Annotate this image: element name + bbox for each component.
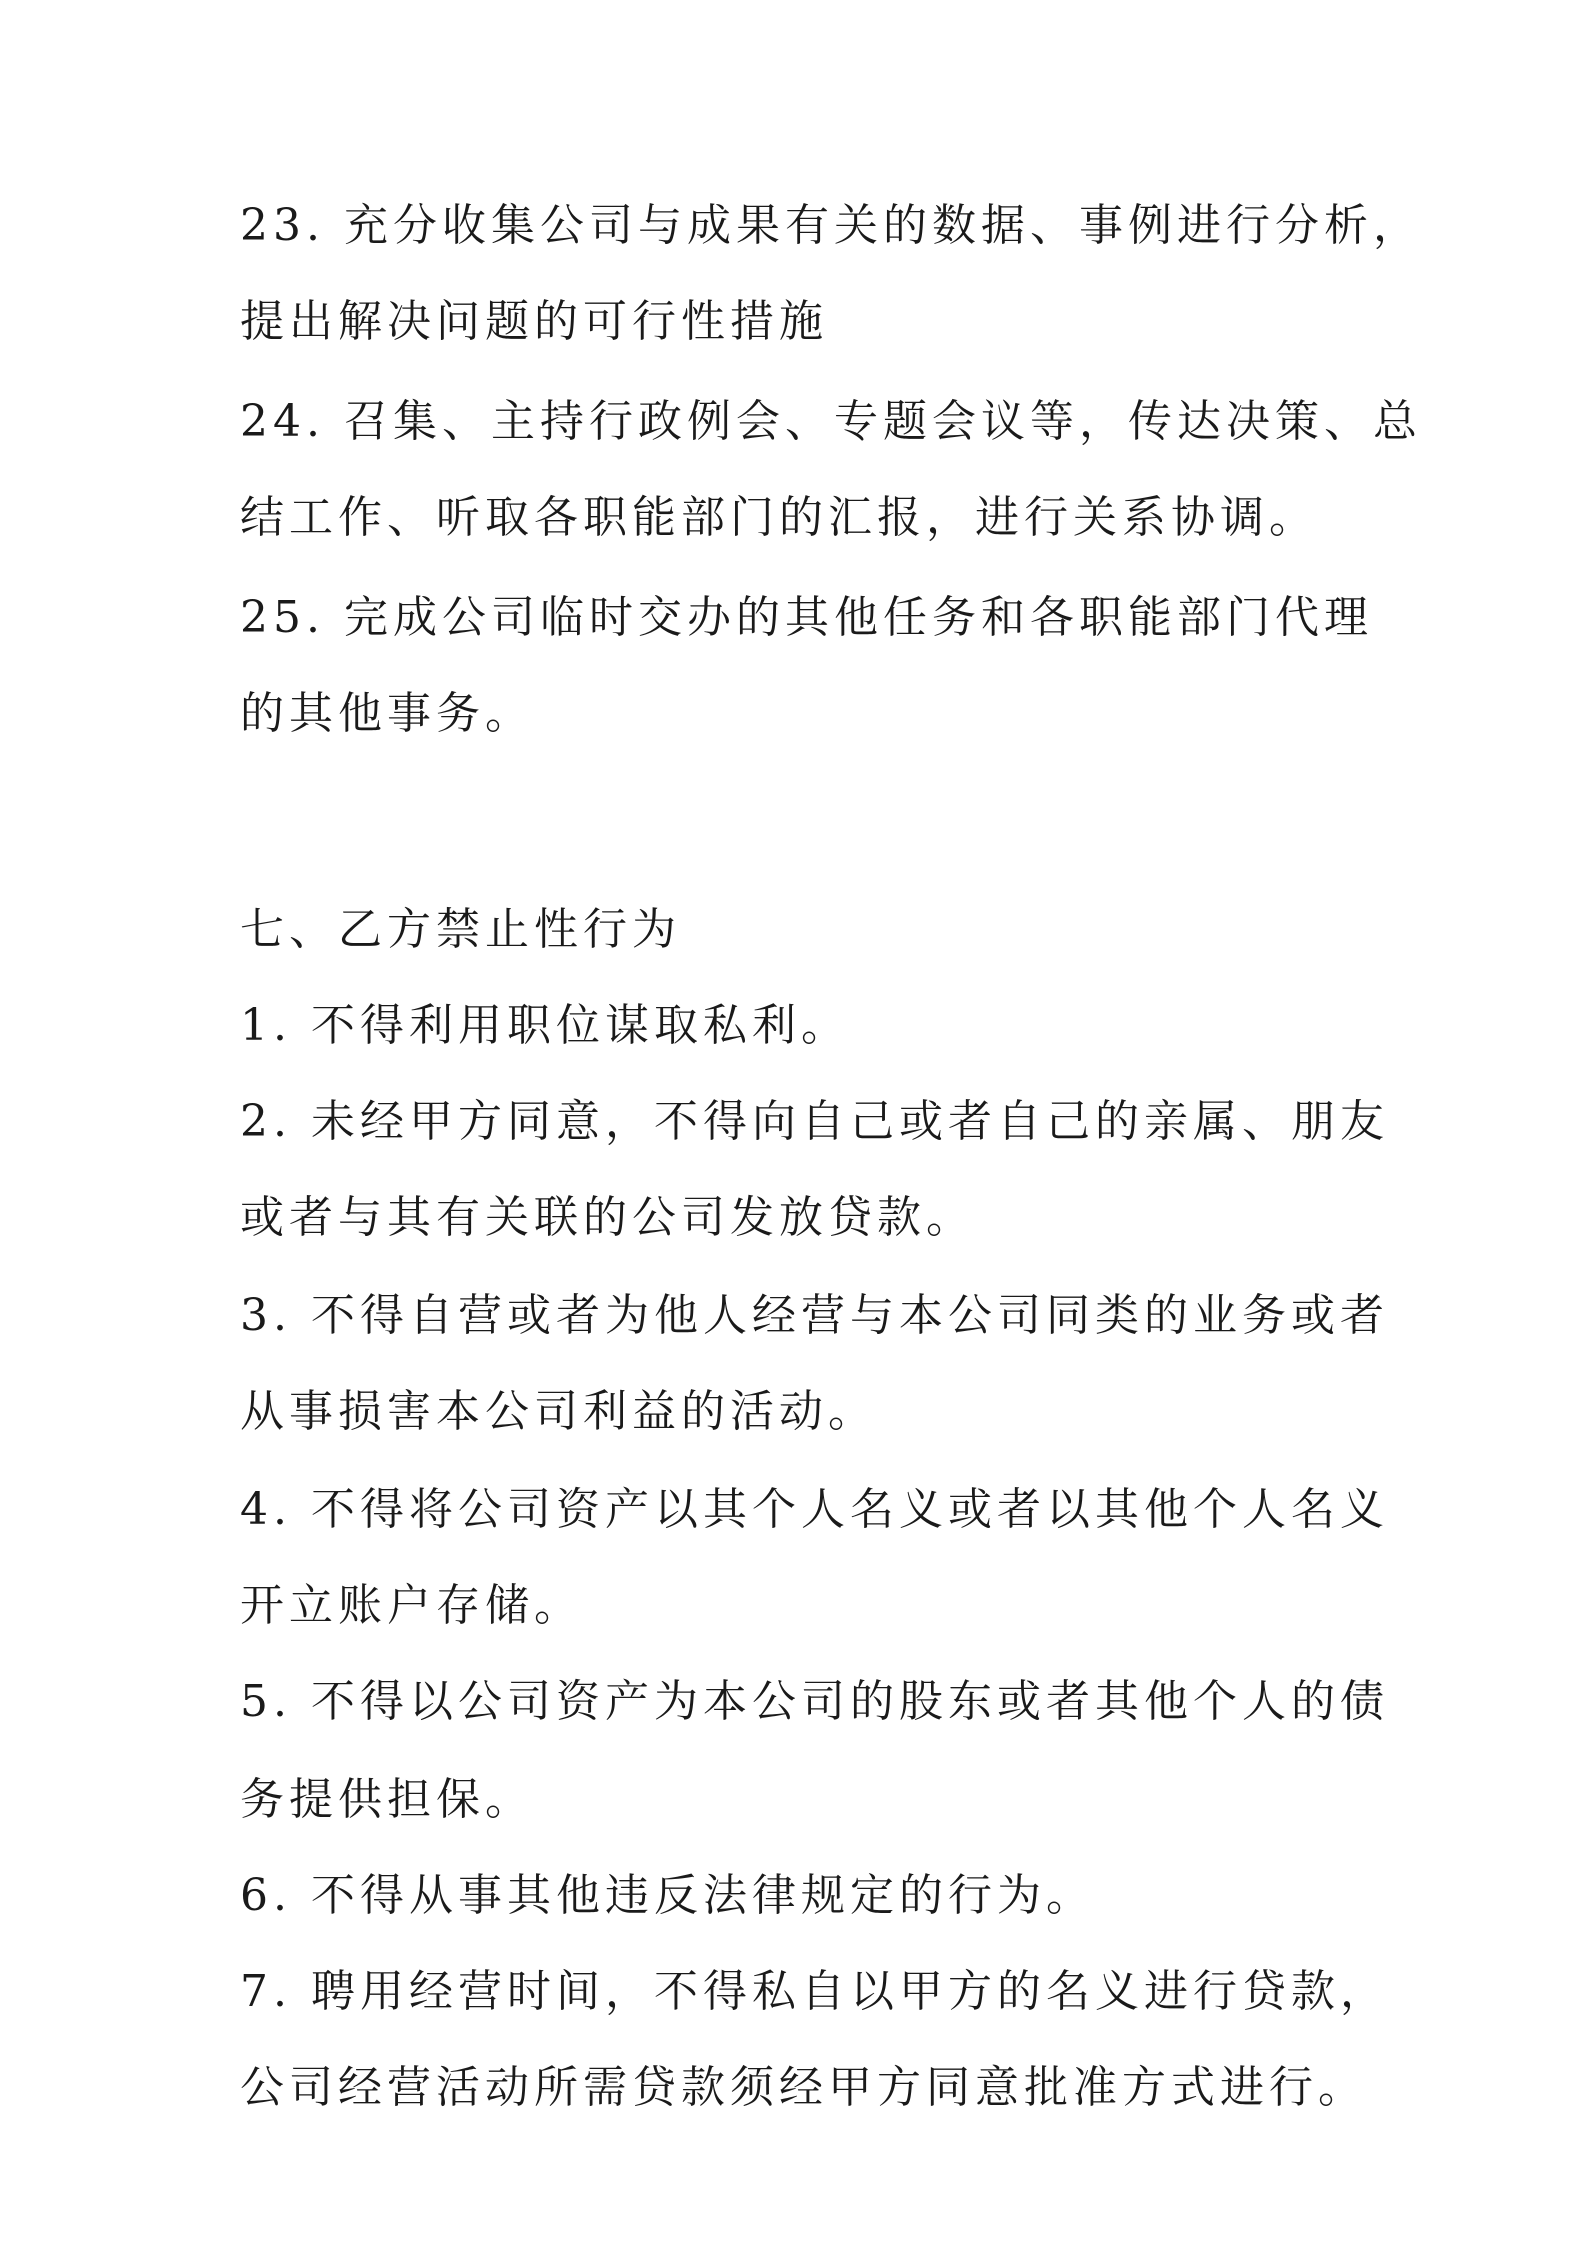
text-line: 开立账户存储。 xyxy=(240,1580,583,1631)
text-line: 结工作、听取各职能部门的汇报，进行关系协调。 xyxy=(240,492,1318,543)
text-line: 的其他事务。 xyxy=(240,688,534,739)
text-line: 或者与其有关联的公司发放贷款。 xyxy=(240,1192,975,1243)
text-line: 3. 不得自营或者为他人经营与本公司同类的业务或者 xyxy=(240,1290,1389,1341)
text-line: 2. 未经甲方同意，不得向自己或者自己的亲属、朋友 xyxy=(240,1096,1389,1147)
text-line: 从事损害本公司利益的活动。 xyxy=(240,1386,877,1437)
text-line: 1. 不得利用职位谋取私利。 xyxy=(240,1000,850,1051)
section-heading: 七、乙方禁止性行为 xyxy=(240,904,681,955)
text-line: 务提供担保。 xyxy=(240,1774,534,1825)
text-line: 4. 不得将公司资产以其个人名义或者以其他个人名义 xyxy=(240,1484,1389,1535)
text-line: 提出解决问题的可行性措施 xyxy=(240,296,828,347)
text-line: 6. 不得从事其他违反法律规定的行为。 xyxy=(240,1870,1095,1921)
text-line: 公司经营活动所需贷款须经甲方同意批准方式进行。 xyxy=(240,2062,1367,2113)
text-line: 7. 聘用经营时间，不得私自以甲方的名义进行贷款， xyxy=(240,1966,1389,2017)
text-line: 5. 不得以公司资产为本公司的股东或者其他个人的债 xyxy=(240,1676,1389,1727)
text-line: 25. 完成公司临时交办的其他任务和各职能部门代理 xyxy=(240,592,1373,643)
text-line: 23. 充分收集公司与成果有关的数据、事例进行分析， xyxy=(240,200,1422,251)
text-line: 24. 召集、主持行政例会、专题会议等，传达决策、总 xyxy=(240,396,1422,447)
